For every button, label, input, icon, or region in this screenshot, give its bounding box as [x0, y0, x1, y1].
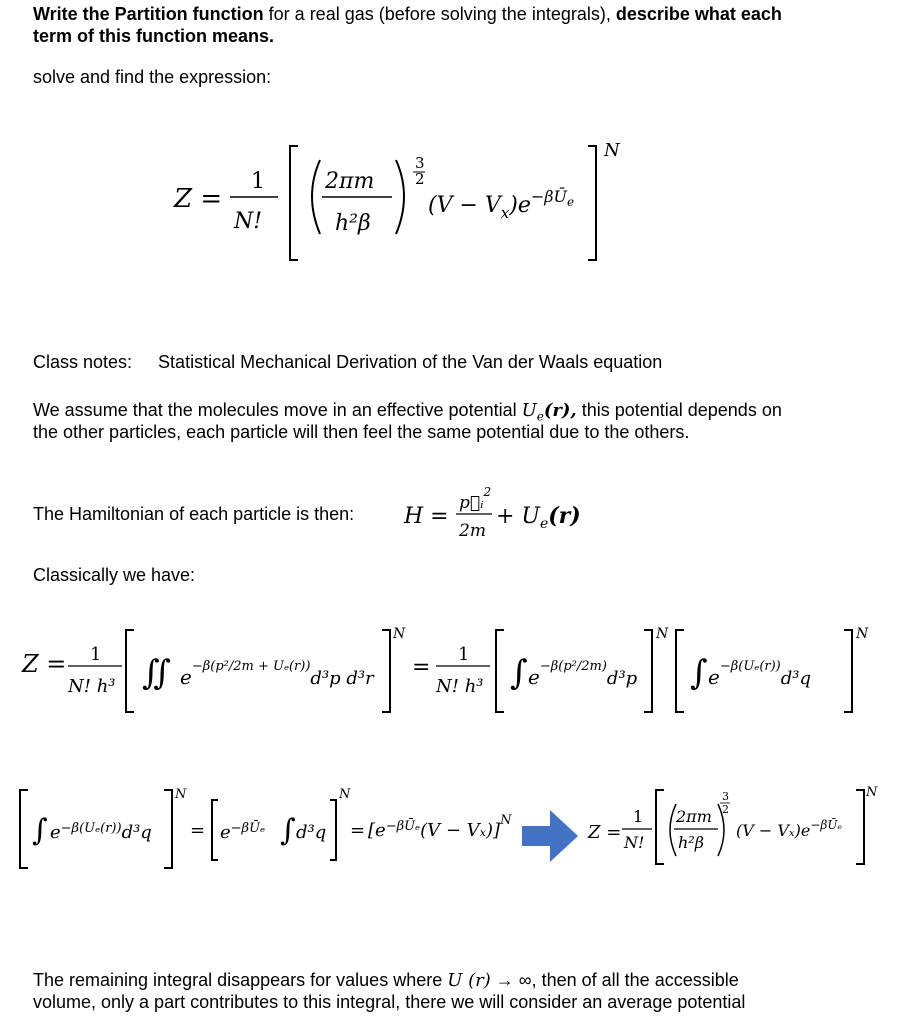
- svg-text:N: N: [175, 787, 187, 802]
- svg-text:N!: N!: [624, 833, 645, 852]
- svg-text:N: N: [856, 626, 869, 642]
- svg-text:2m: 2m: [459, 521, 486, 541]
- classically-text: Classically we have:: [33, 565, 196, 585]
- svg-text:e−β(p²/2m)d³p: $e^{-\beta(p^2/2m)}d^3p$: [528, 659, 638, 689]
- prompt-plain-1: for a real gas (before solving the integrals),: [263, 4, 616, 24]
- target-power: N: [604, 140, 620, 161]
- svg-text:[e−βŪₑ(V − Vₓ)]N: $[e^{-\beta Ū_e}(V - V_x)]^N$: [368, 813, 512, 841]
- svg-text:e−β(Uₑ(r))d³q: $e^{-\beta(U_e(r))}d^3q$: [50, 821, 152, 843]
- assume-line-1: We assume that the molecules move in an effective potential $U_e(r)$, this potential depends on: [33, 400, 782, 424]
- svg-text:Z =: Z =: [588, 822, 622, 843]
- svg-text:N: N: [866, 785, 878, 800]
- instruction-text: solve and find the expression:: [33, 67, 272, 87]
- svg-text:=: =: [350, 820, 366, 841]
- svg-text:1: 1: [90, 644, 102, 665]
- svg-text:d³q: d³q: [296, 822, 327, 843]
- implies-arrow: [522, 810, 578, 862]
- target-inner-den: h²β: [335, 211, 371, 236]
- svg-text:N! h³: N! h³: [436, 676, 484, 697]
- remaining-line-1: The remaining integral disappears for values where U (r) → ∞, then of all the accessible: [33, 970, 739, 991]
- svg-text:e−βŪₑ: $e^{-\beta Ū_e}$: [220, 821, 266, 843]
- svg-text:N: N: [393, 626, 406, 642]
- svg-text:H =: H =: [404, 504, 449, 529]
- prompt-bold-2: describe what each: [615, 4, 782, 24]
- target-tail: $(V - V_x)e^{-\beta Ū}e$: [428, 187, 575, 222]
- hamiltonian-num: p⃗ᵢ$^2$: [459, 485, 492, 513]
- svg-text:1: 1: [458, 644, 470, 665]
- svg-text:∫: ∫: [510, 653, 528, 693]
- svg-text:∬: ∬: [142, 653, 171, 693]
- svg-text:1: 1: [633, 807, 644, 826]
- target-lhs: Z =: [174, 184, 223, 214]
- svg-text:3: 3: [722, 790, 729, 803]
- target-inner-num: 2πm: [325, 169, 375, 194]
- hamiltonian-label: The Hamiltonian of each particle is then:: [33, 504, 355, 524]
- svg-text:=: =: [190, 820, 206, 841]
- target-exp-num: 3: [415, 154, 425, 172]
- svg-text:N! h³: N! h³: [68, 676, 116, 697]
- svg-text:e−β(p²/2m + Uₑ(r))d³p d³r: $e^{-\beta(p^2/2m + U_e(r))}d^3p$ d³r: [180, 659, 374, 689]
- svg-text:Z =: Z =: [22, 650, 67, 678]
- target-frac-num: 1: [251, 169, 265, 194]
- svg-text:(V − Vₓ)e−βŪₑ: $(V - V_x)e^{-\beta Ū_e}$: [736, 818, 843, 840]
- target-frac-den: N!: [234, 209, 263, 234]
- svg-text:2πm: 2πm: [676, 807, 712, 826]
- svg-text:N: N: [656, 626, 669, 642]
- prompt-line-2: term of this function means.: [33, 26, 275, 46]
- remaining-line-2: volume, only a part contributes to this integral, there we will consider an average potential: [33, 992, 746, 1012]
- svg-text:∫: ∫: [280, 813, 296, 848]
- svg-text:∫: ∫: [690, 653, 708, 693]
- svg-text:h²β: h²β: [678, 833, 704, 852]
- class-notes-title: Statistical Mechanical Derivation of the Van der Waals equation: [158, 352, 663, 372]
- svg-text:N: N: [339, 787, 351, 802]
- svg-text:∫: ∫: [32, 813, 48, 848]
- svg-text:2: 2: [722, 803, 729, 816]
- prompt-bold-1: Write the Partition function: [33, 4, 264, 24]
- assume-line-2: the other particles, each particle will then feel the same potential due to the others.: [33, 422, 690, 442]
- class-notes-label: Class notes:: [33, 352, 133, 372]
- target-exp-den: 2: [415, 170, 425, 188]
- svg-text:=: =: [412, 655, 431, 680]
- svg-text:e−β(Uₑ(r))d³q: $e^{-\beta(U_e(r))}d^3q$: [708, 659, 812, 689]
- hamiltonian-rhs: + $U_e(r)$: [496, 503, 581, 532]
